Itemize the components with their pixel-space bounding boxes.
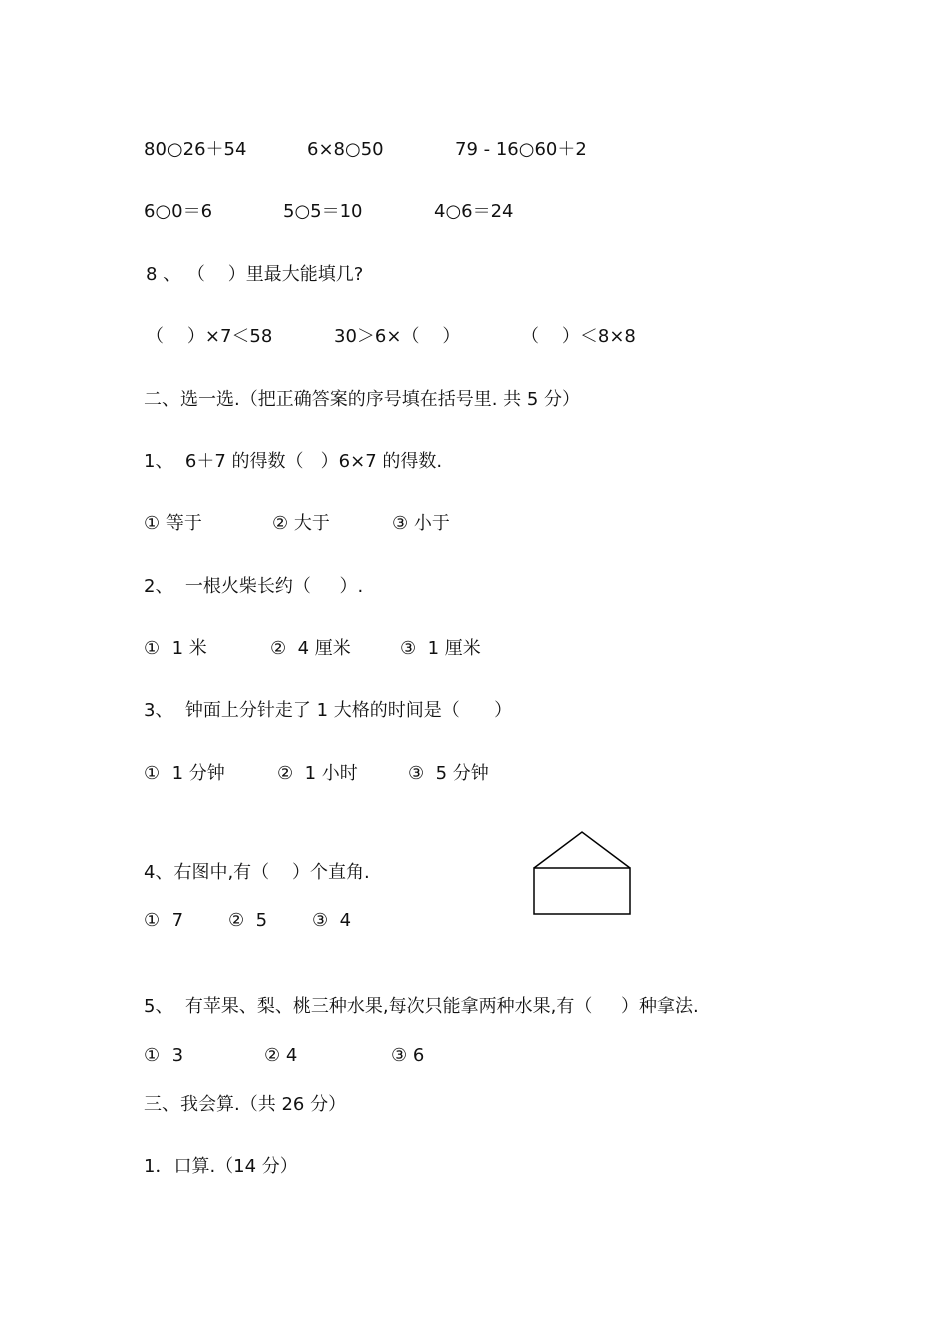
house-roof — [534, 832, 630, 868]
compare-item: 5○5＝10 — [283, 201, 363, 222]
section-2-title: 二、选一选.（把正确答案的序号填在括号里. 共 5 分） — [144, 389, 581, 410]
section-3-title: 三、我会算.（共 26 分） — [144, 1094, 347, 1115]
option: ③ 小于 — [392, 513, 450, 534]
option: ① 3 — [144, 1045, 184, 1066]
question-8-title: 8 、 （ ）里最大能填几? — [146, 264, 364, 285]
question-text: 2、 一根火柴长约（ ）. — [144, 576, 364, 597]
fill-item: （ ）×7＜58 — [146, 326, 273, 347]
option: ③ 5 分钟 — [408, 763, 489, 784]
option: ② 大于 — [272, 513, 330, 534]
house-figure — [532, 830, 632, 918]
option: ② 5 — [228, 910, 268, 931]
house-body — [534, 868, 630, 914]
option: ① 等于 — [144, 513, 202, 534]
option: ① 1 米 — [144, 638, 207, 659]
fill-item: （ ）＜8×8 — [521, 326, 636, 347]
option: ③ 1 厘米 — [400, 638, 481, 659]
question-text: 3、 钟面上分针走了 1 大格的时间是（ ） — [144, 700, 513, 721]
question-text: 4、右图中,有（ ）个直角. — [144, 862, 370, 883]
compare-item: 4○6＝24 — [434, 201, 514, 222]
compare-item: 6○0＝6 — [144, 201, 213, 222]
option: ② 4 — [264, 1045, 298, 1066]
compare-item: 79 - 16○60＋2 — [455, 139, 587, 160]
option: ③ 6 — [391, 1045, 425, 1066]
option: ② 1 小时 — [277, 763, 358, 784]
option: ③ 4 — [312, 910, 352, 931]
compare-item: 6×8○50 — [307, 139, 384, 160]
question-text: 5、 有苹果、梨、桃三种水果,每次只能拿两种水果,有（ ）种拿法. — [144, 996, 699, 1017]
question-text: 1、 6＋7 的得数（ ）6×7 的得数. — [144, 451, 443, 472]
compare-item: 80○26＋54 — [144, 139, 247, 160]
section-3-subtitle: 1．口算.（14 分） — [144, 1156, 298, 1177]
fill-item: 30＞6×（ ） — [334, 326, 461, 347]
option: ① 7 — [144, 910, 184, 931]
option: ② 4 厘米 — [270, 638, 351, 659]
option: ① 1 分钟 — [144, 763, 225, 784]
